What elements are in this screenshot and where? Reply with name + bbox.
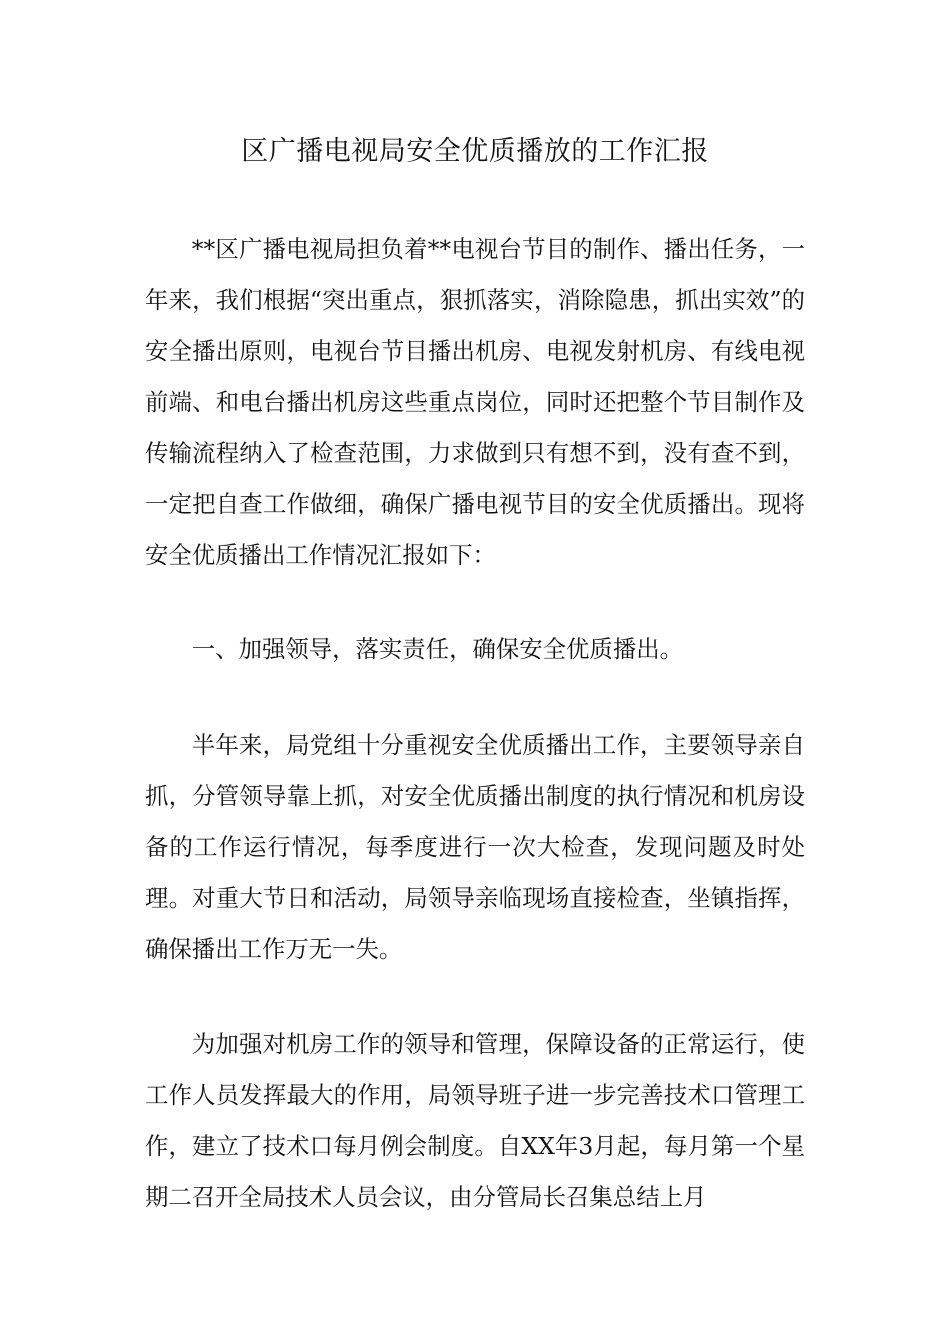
- document-title: 区广播电视局安全优质播放的工作汇报: [241, 136, 709, 167]
- section-heading-1: 一、加强领导，落实责任，确保安全优质播出。: [191, 635, 683, 663]
- body-paragraph-management: 为加强对机房工作的领导和管理，保障设备的正常运行，使工作人员发挥最大的作用，局领导班子进一步完善技术口管理工作，建立了技术口每月例会制度。自XX年3月起，每月第一个星期二召开全局技术人员会议，由分管局长召集总结上月: [145, 1030, 805, 1211]
- body-paragraph-leadership: 半年来，局党组十分重视安全优质播出工作，主要领导亲自抓，分管领导靠上抓，对安全优质播出制度的执行情况和机房设备的工作运行情况，每季度进行一次大检查，发现问题及时处理。对重大节日和活动，局领导亲临现场直接检查，坐镇指挥，确保播出工作万无一失。: [145, 731, 805, 963]
- intro-paragraph: **区广播电视局担负着**电视台节目的制作、播出任务，一年来，我们根据“突出重点，狠抓落实，消除隐患，抓出实效”的安全播出原则，电视台节目播出机房、电视发射机房、有线电视前端、和电台播出机房这些重点岗位，同时还把整个节目制作及传输流程纳入了检查范围，力求做到只有想不到，没有查不到，一定把自查工作做细，确保广播电视节目的安全优质播出。现将安全优质播出工作情况汇报如下：: [145, 235, 805, 569]
